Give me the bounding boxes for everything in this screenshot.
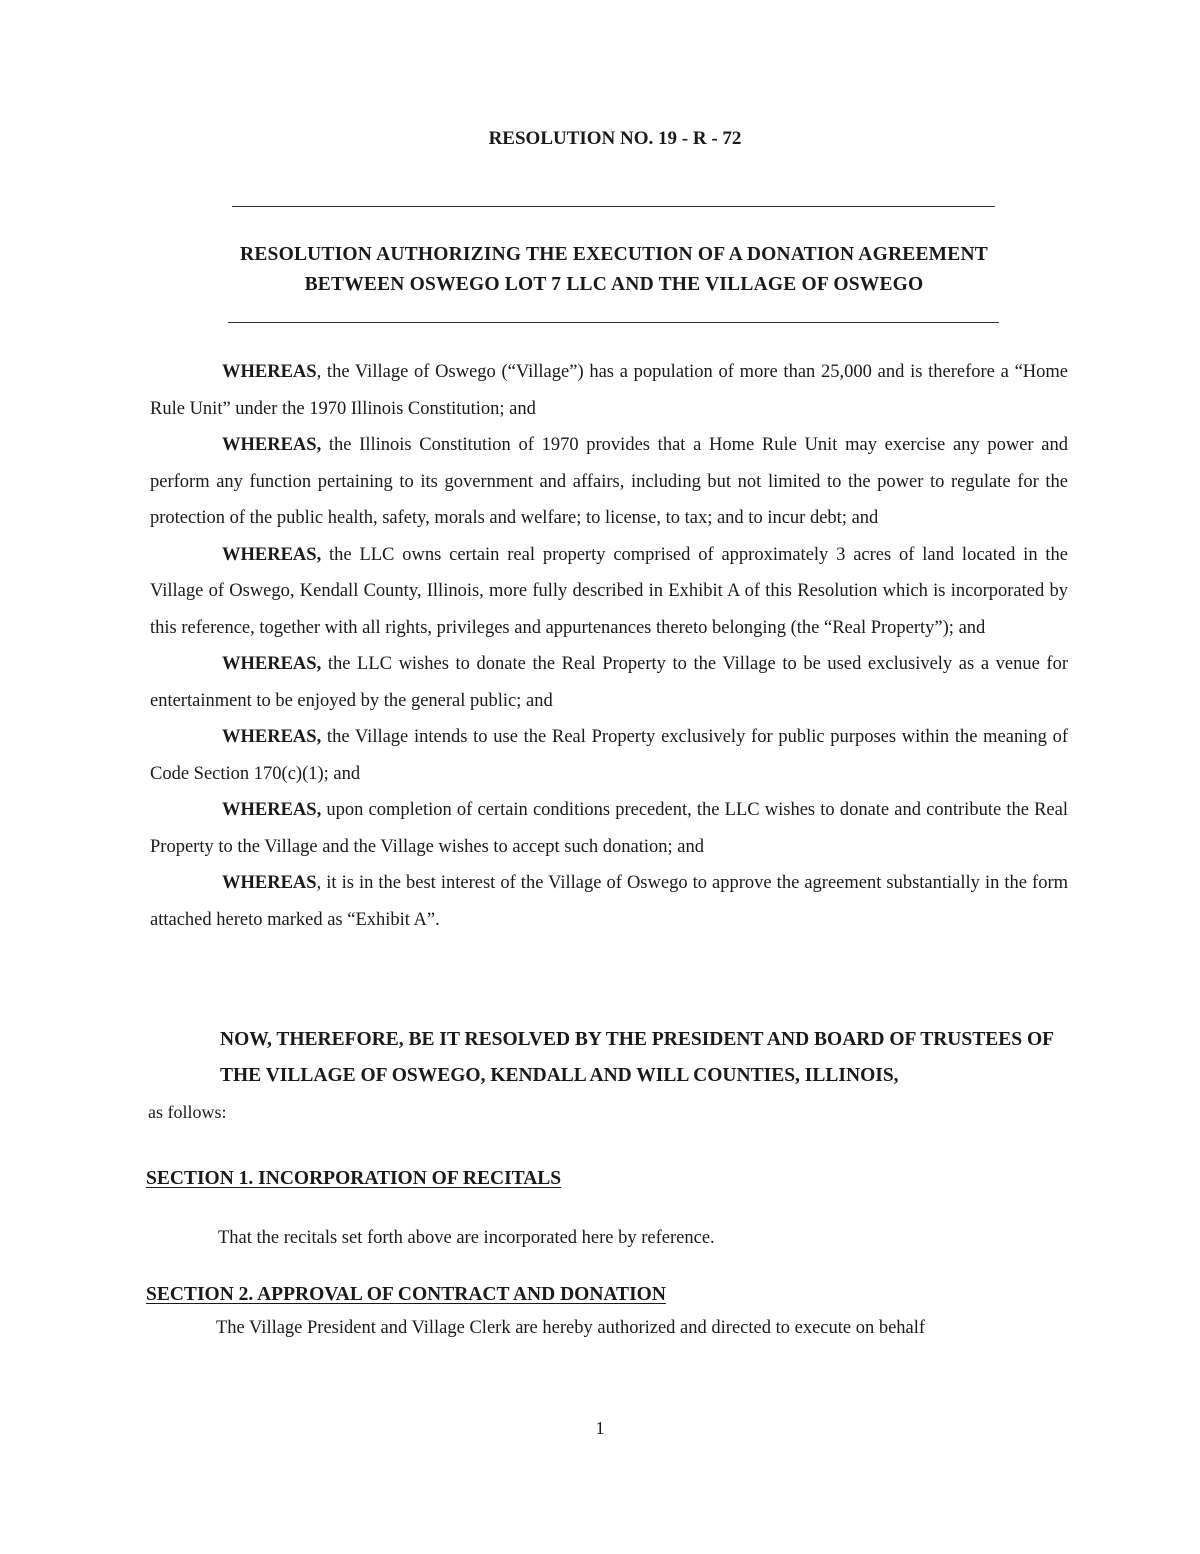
top-divider [232, 206, 995, 207]
recital-paragraph [150, 719, 1068, 792]
section-1-heading: SECTION 1. INCORPORATION OF RECITALS [146, 1168, 562, 1189]
recital-text: upon completion of certain conditions precedent, the LLC wishes to donate and contribute the Real Property to the Village and the Village wishes to accept such donation; and [150, 800, 1068, 857]
recital-text: the Illinois Constitution of 1970 provides that a Home Rule Unit may exercise any power and perform any function pertaining to its government and affairs, including but not limited to the power to regulate for the protection of the public health, safety, morals and welfare; to license, to tax; and to incur debt; and [150, 435, 1068, 528]
recital-lead: WHEREAS, [222, 544, 322, 565]
section-2-text: The Village President and Village Clerk are hereby authorized and directed to execute on behalf [216, 1318, 926, 1338]
resolution-number: RESOLUTION NO. 19 - R - 72 [488, 128, 742, 149]
recital-text: the LLC owns certain real property comprised of approximately 3 acres of land located in the Village of Oswego, Kendall County, Illinois, more fully described in Exhibit A of this Resolution which is incorporated by this reference, together with all rights, privileges and appurtenances thereto belonging (the “Real Property”); and [150, 544, 1068, 638]
resolved-clause [148, 1022, 1068, 1130]
recital-text: the Village intends to use the Real Property exclusively for public purposes within the meaning of Code Section 170(c)(1); and [150, 727, 1068, 784]
page-number: 1 [595, 1418, 605, 1438]
recital-paragraph [150, 646, 1068, 719]
recital-paragraph [150, 865, 1068, 938]
section-2-heading-underlined: SECTION 2. APPROVAL OF CONTRACT AND [146, 1284, 556, 1305]
recital-lead: WHEREAS, [222, 654, 322, 674]
recital-text: the LLC wishes to donate the Real Property to the Village to be used exclusively as a venue for entertainment to be enjoyed by the general public; and [150, 654, 1068, 711]
section-2-heading [146, 1284, 666, 1306]
resolution-title-line-2: BETWEEN OSWEGO LOT 7 LLC AND THE VILLAGE OF OSWEGO [304, 274, 924, 295]
recital-lead: WHEREAS [222, 873, 317, 893]
section-1-text: That the recitals set forth above are incorporated here by reference. [218, 1228, 715, 1248]
resolution-title-line-1: RESOLUTION AUTHORIZING THE EXECUTION OF A DONATION AGREEMENT [240, 244, 988, 265]
recitals [150, 354, 1068, 938]
recital-text: , the Village of Oswego (“Village”) has a population of more than 25,000 and is therefore a “Home Rule Unit” under the 1970 Illinois Constitution; and [150, 362, 1068, 419]
recital-paragraph [150, 792, 1068, 865]
recital-paragraph [150, 537, 1068, 647]
recital-lead: WHEREAS, [222, 800, 322, 820]
recital-paragraph [150, 354, 1068, 427]
section-2-heading-rest: DONATION [555, 1284, 666, 1305]
recital-lead: WHEREAS, [222, 435, 322, 455]
resolved-bold-text: NOW, THEREFORE, BE IT RESOLVED BY THE PRESIDENT AND BOARD OF TRUSTEES OF THE VILLAGE OF OSWEGO, KENDALL AND WILL COUNTIES, ILLINOIS, [220, 1029, 1054, 1086]
recital-lead: WHEREAS [222, 362, 317, 382]
title-divider [228, 322, 999, 323]
recital-lead: WHEREAS, [222, 727, 322, 747]
resolved-follows-text: as follows: [148, 1102, 227, 1122]
recital-paragraph [150, 427, 1068, 537]
recital-text: , it is in the best interest of the Village of Oswego to approve the agreement substantially in the form attached hereto marked as “Exhibit A”. [150, 873, 1068, 930]
